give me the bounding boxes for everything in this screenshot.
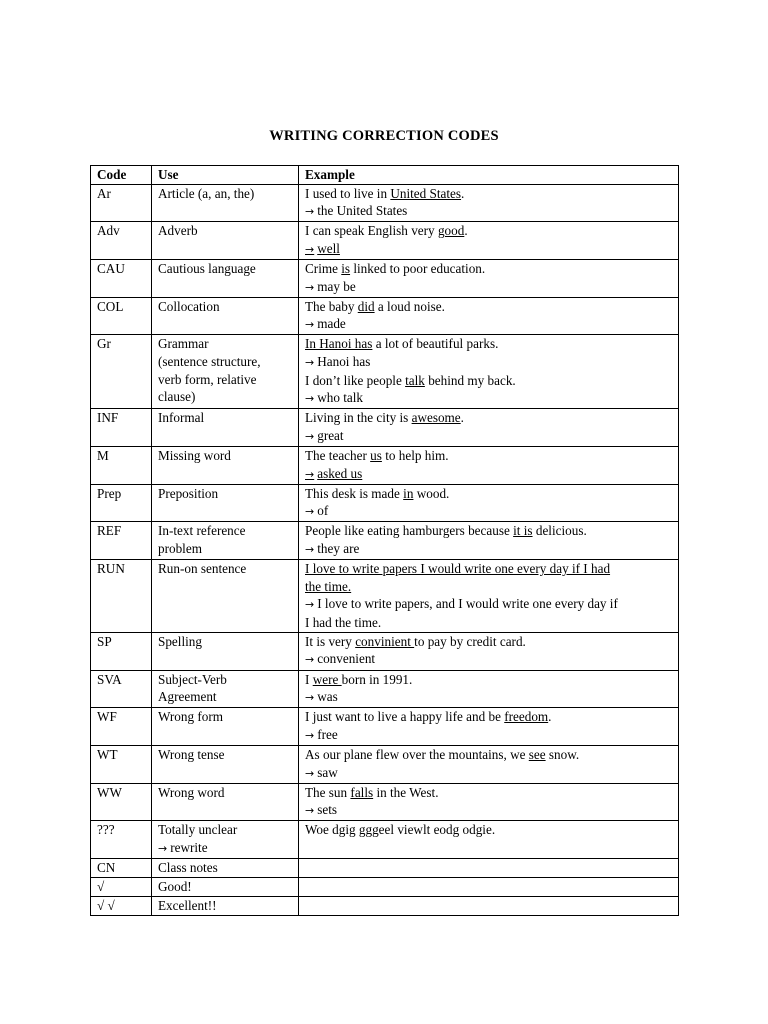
arrow-icon: → xyxy=(305,242,315,256)
table-row xyxy=(91,670,679,708)
text: People like eating hamburgers because xyxy=(305,523,514,539)
table-row xyxy=(91,632,679,670)
use-line: problem xyxy=(158,540,202,556)
header-use: Use xyxy=(152,166,299,185)
example-line xyxy=(305,560,672,578)
underlined-text: In Hanoi has xyxy=(305,336,373,352)
use-line: Adverb xyxy=(158,223,198,239)
arrow-icon: → xyxy=(305,505,315,519)
code-cell: √ √ xyxy=(91,897,152,916)
code-cell: WF xyxy=(91,708,152,746)
use-line: (sentence structure, xyxy=(158,353,261,369)
example-line xyxy=(305,522,672,540)
use-cell xyxy=(152,783,299,821)
underlined-text: freedom xyxy=(504,709,549,725)
text: I don’t like people xyxy=(305,372,406,388)
arrow-icon: → xyxy=(305,392,315,406)
table-row xyxy=(91,858,679,877)
example-line xyxy=(305,335,672,353)
table-row xyxy=(91,897,679,916)
text: Woe dgig gggeel viewlt eodg odgie. xyxy=(305,822,496,838)
text: who talk xyxy=(317,390,364,406)
example-line xyxy=(305,202,672,221)
text: I xyxy=(305,671,313,687)
text: made xyxy=(317,316,346,332)
code-cell: Adv xyxy=(91,222,152,260)
arrow-icon: → xyxy=(305,429,315,443)
text: they are xyxy=(317,540,360,556)
example-line xyxy=(305,614,672,632)
text: Crime xyxy=(305,260,342,276)
table-row xyxy=(91,297,679,335)
table-row xyxy=(91,222,679,260)
text: I just want to live a happy life and be xyxy=(305,709,505,725)
example-line xyxy=(305,427,672,446)
text: to pay by credit card. xyxy=(414,633,526,649)
text: Hanoi has xyxy=(317,353,371,369)
example-line xyxy=(305,278,672,297)
text: Living in the city is xyxy=(305,410,412,426)
header-example: Example xyxy=(299,166,679,185)
text: The sun xyxy=(305,784,351,800)
code-cell: COL xyxy=(91,297,152,335)
example-line xyxy=(305,540,672,559)
use-cell xyxy=(152,335,299,409)
example-cell xyxy=(299,409,679,447)
arrow-icon: → xyxy=(158,841,168,855)
code-cell: SVA xyxy=(91,670,152,708)
text: of xyxy=(317,503,329,519)
text: As our plane flew over the mountains, we xyxy=(305,746,529,762)
example-cell xyxy=(299,670,679,708)
code-cell: M xyxy=(91,446,152,484)
underlined-text: talk xyxy=(405,372,425,388)
arrow-icon: → xyxy=(305,598,315,612)
text: saw xyxy=(317,764,338,780)
example-cell xyxy=(299,708,679,746)
text: This desk is made xyxy=(305,485,404,501)
code-cell: √ xyxy=(91,878,152,897)
use-cell xyxy=(152,484,299,522)
underlined-text: convinient xyxy=(355,633,415,649)
text: I can speak English very xyxy=(305,223,438,239)
text: was xyxy=(317,689,338,705)
underlined-text: it is xyxy=(513,523,533,539)
code-cell: WW xyxy=(91,783,152,821)
example-cell xyxy=(299,259,679,297)
underlined-text: United States xyxy=(390,185,462,201)
use-line: Missing word xyxy=(158,447,231,463)
text: great xyxy=(317,427,344,443)
use-line: Spelling xyxy=(158,633,202,649)
example-cell xyxy=(299,897,679,916)
code-cell: Gr xyxy=(91,335,152,409)
use-line: Wrong form xyxy=(158,709,224,725)
use-cell xyxy=(152,259,299,297)
use-cell xyxy=(152,222,299,260)
text: rewrite xyxy=(170,839,208,855)
use-line: Informal xyxy=(158,410,205,426)
underlined-text: did xyxy=(357,298,375,314)
table-header-row xyxy=(91,166,679,185)
underlined-text: us xyxy=(370,447,382,463)
example-cell xyxy=(299,858,679,877)
text: I used to live in xyxy=(305,185,391,201)
table-row xyxy=(91,878,679,897)
table-row xyxy=(91,708,679,746)
underlined-text: I love to write papers I would write one every day if I had xyxy=(305,560,611,576)
text: may be xyxy=(317,278,356,294)
example-line xyxy=(305,746,672,764)
use-line: Excellent!! xyxy=(158,898,217,914)
example-line xyxy=(305,764,672,783)
text: . xyxy=(460,410,464,426)
text: delicious. xyxy=(532,523,587,539)
example-line xyxy=(305,784,672,802)
example-line xyxy=(305,260,672,278)
use-cell xyxy=(152,858,299,877)
table-row xyxy=(91,259,679,297)
example-line xyxy=(305,240,672,259)
example-line xyxy=(305,298,672,316)
use-line: Subject-Verb xyxy=(158,671,227,687)
example-line xyxy=(305,801,672,820)
code-cell: Prep xyxy=(91,484,152,522)
example-line xyxy=(305,708,672,726)
arrow-icon: → xyxy=(305,766,315,780)
document-title: WRITING CORRECTION CODES xyxy=(269,128,499,144)
text: free xyxy=(317,726,338,742)
underlined-text: see xyxy=(528,746,546,762)
example-line xyxy=(305,633,672,651)
example-cell xyxy=(299,335,679,409)
example-cell xyxy=(299,522,679,560)
arrow-icon: → xyxy=(305,205,315,219)
text: . xyxy=(548,709,552,725)
use-line: In-text reference xyxy=(158,523,246,539)
underlined-text: falls xyxy=(350,784,374,800)
table-row xyxy=(91,335,679,409)
text: linked to poor education. xyxy=(350,260,486,276)
example-cell xyxy=(299,446,679,484)
use-cell xyxy=(152,522,299,560)
example-line xyxy=(305,578,672,596)
text: . xyxy=(461,185,465,201)
example-cell xyxy=(299,559,679,632)
example-line xyxy=(305,650,672,669)
underlined-text: the time. xyxy=(305,578,352,594)
example-line xyxy=(305,389,672,408)
arrow-icon: → xyxy=(305,653,315,667)
use-cell xyxy=(152,670,299,708)
use-line: Run-on sentence xyxy=(158,560,247,576)
text: a loud noise. xyxy=(374,298,445,314)
use-cell xyxy=(152,632,299,670)
underlined-text: in xyxy=(403,485,414,501)
example-line xyxy=(305,372,672,390)
use-line: Wrong tense xyxy=(158,746,225,762)
example-cell xyxy=(299,821,679,859)
use-line: Totally unclear xyxy=(158,822,238,838)
use-line: Article (a, an, the) xyxy=(158,185,255,201)
text: snow. xyxy=(545,746,580,762)
use-cell xyxy=(152,446,299,484)
code-cell: Ar xyxy=(91,184,152,222)
arrow-icon: → xyxy=(305,804,315,818)
example-line xyxy=(305,485,672,503)
use-line: Wrong word xyxy=(158,784,225,800)
text: I had the time. xyxy=(305,614,382,630)
code-cell: REF xyxy=(91,522,152,560)
example-line xyxy=(305,671,672,689)
example-line xyxy=(305,315,672,334)
example-line xyxy=(305,222,672,240)
example-cell xyxy=(299,745,679,783)
text: The teacher xyxy=(305,447,371,463)
example-cell xyxy=(299,878,679,897)
example-line xyxy=(305,185,672,203)
example-line xyxy=(305,502,672,521)
text: a lot of beautiful parks. xyxy=(372,336,499,352)
code-cell: SP xyxy=(91,632,152,670)
code-cell: ??? xyxy=(91,821,152,859)
text: behind my back. xyxy=(424,372,516,388)
example-line xyxy=(305,465,672,484)
use-line xyxy=(158,839,292,858)
arrow-icon: → xyxy=(305,542,315,556)
example-line xyxy=(305,353,672,372)
example-line xyxy=(305,821,672,839)
use-cell xyxy=(152,559,299,632)
arrow-icon: → xyxy=(305,355,315,369)
arrow-icon: → xyxy=(305,691,315,705)
example-cell xyxy=(299,297,679,335)
correction-codes-table xyxy=(90,165,679,916)
use-cell xyxy=(152,745,299,783)
underlined-text: asked us xyxy=(317,465,363,481)
use-line: clause) xyxy=(158,389,196,405)
example-line xyxy=(305,726,672,745)
text: The baby xyxy=(305,298,358,314)
example-cell xyxy=(299,632,679,670)
use-line: Preposition xyxy=(158,485,219,501)
code-cell: RUN xyxy=(91,559,152,632)
example-cell xyxy=(299,184,679,222)
table-row xyxy=(91,559,679,632)
use-line: Class notes xyxy=(158,859,218,875)
use-line: Cautious language xyxy=(158,260,256,276)
example-cell xyxy=(299,484,679,522)
table-row xyxy=(91,409,679,447)
table-row xyxy=(91,783,679,821)
use-cell xyxy=(152,297,299,335)
use-line: Agreement xyxy=(158,689,217,705)
use-line: Good! xyxy=(158,879,192,895)
text: wood. xyxy=(413,485,450,501)
use-cell xyxy=(152,184,299,222)
use-line: Grammar xyxy=(158,336,209,352)
example-line xyxy=(305,595,672,614)
code-cell: CN xyxy=(91,858,152,877)
underlined-text: is xyxy=(341,260,351,276)
text: the United States xyxy=(317,203,408,219)
example-cell xyxy=(299,222,679,260)
text: It is very xyxy=(305,633,356,649)
table-row xyxy=(91,821,679,859)
arrow-icon: → xyxy=(305,280,315,294)
text: to help him. xyxy=(381,447,449,463)
text: . xyxy=(464,223,468,239)
code-cell: INF xyxy=(91,409,152,447)
use-cell xyxy=(152,878,299,897)
underlined-text: well xyxy=(317,240,340,256)
underlined-text: were xyxy=(312,671,342,687)
table-row xyxy=(91,484,679,522)
header-code: Code xyxy=(91,166,152,185)
use-cell xyxy=(152,821,299,859)
use-cell xyxy=(152,708,299,746)
text: born in 1991. xyxy=(341,671,413,687)
arrow-icon: → xyxy=(305,728,315,742)
arrow-icon: → xyxy=(305,318,315,332)
example-line xyxy=(305,688,672,707)
text: in the West. xyxy=(373,784,439,800)
use-cell xyxy=(152,897,299,916)
example-cell xyxy=(299,783,679,821)
text: sets xyxy=(317,802,337,818)
code-cell: CAU xyxy=(91,259,152,297)
arrow-icon: → xyxy=(305,467,315,481)
table-row xyxy=(91,745,679,783)
example-line xyxy=(305,447,672,465)
text: I love to write papers, and I would write one every day if xyxy=(317,596,618,612)
table-row xyxy=(91,446,679,484)
underlined-text: good xyxy=(437,223,465,239)
use-line: verb form, relative xyxy=(158,371,257,387)
use-line: Collocation xyxy=(158,298,220,314)
code-cell: WT xyxy=(91,745,152,783)
example-line xyxy=(305,409,672,427)
table-row xyxy=(91,522,679,560)
use-cell xyxy=(152,409,299,447)
table-row xyxy=(91,184,679,222)
underlined-text: awesome xyxy=(411,410,461,426)
text: convenient xyxy=(317,651,376,667)
